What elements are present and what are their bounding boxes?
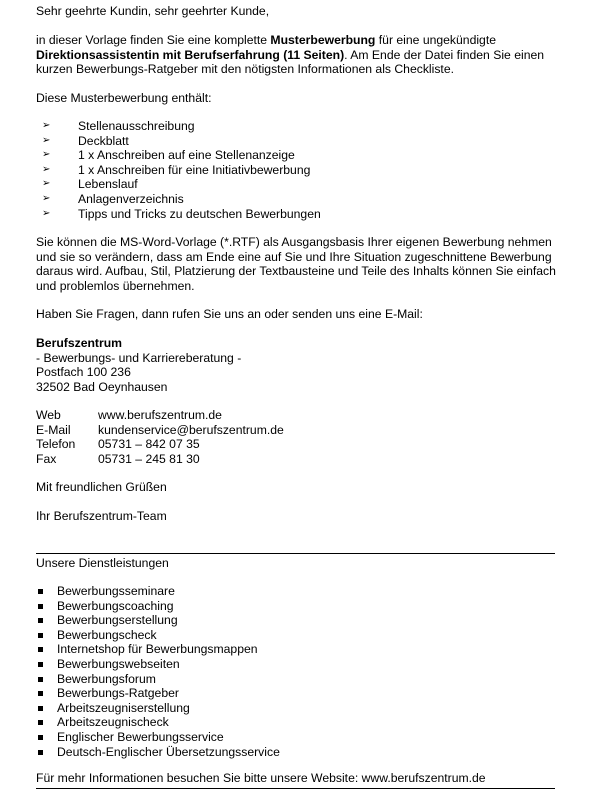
square-bullet-icon xyxy=(38,720,43,725)
arrow-bullet-icon: ➢ xyxy=(42,163,51,175)
services-heading: Unsere Dienstleistungen xyxy=(36,556,169,570)
list-item: Arbeitszeugniserstellung xyxy=(36,701,556,716)
square-bullet-icon xyxy=(38,618,43,623)
arrow-bullet-icon: ➢ xyxy=(42,192,51,204)
address-block xyxy=(36,336,556,394)
square-bullet-icon xyxy=(38,691,43,696)
divider xyxy=(36,553,555,554)
fax-value: 05731 – 245 81 30 xyxy=(98,451,200,466)
arrow-bullet-icon: ➢ xyxy=(42,178,51,190)
square-bullet-icon xyxy=(38,677,43,682)
list-item: ➢ Tipps und Tricks zu deutschen Bewerbungen xyxy=(42,206,321,221)
list-item: Bewerbungs-Ratgeber xyxy=(36,686,556,701)
list-item: Bewerbungsforum xyxy=(36,672,556,687)
list-item: Bewerbungscoaching xyxy=(36,599,556,614)
footer-text: Für mehr Informationen besuchen Sie bitte unsere Website: www.berufszentrum.de xyxy=(36,771,486,785)
questions-paragraph: Haben Sie Fragen, dann rufen Sie uns an oder senden uns eine E-Mail: xyxy=(36,307,423,321)
contents-list xyxy=(36,119,556,221)
square-bullet-icon xyxy=(38,647,43,652)
list-item: ➢ Lebenslauf xyxy=(42,177,138,192)
list-item: Internetshop für Bewerbungsmappen xyxy=(36,642,556,657)
list-item: ➢ Stellenausschreibung xyxy=(42,119,195,133)
intro-text-3: . Am Ende der Datei finden Sie einen kurzen Bewerbungs-Ratgeber mit den nötigsten Informationen als Checkliste. xyxy=(36,47,545,77)
contact-label: Telefon xyxy=(36,437,76,452)
services-list xyxy=(36,584,556,759)
arrow-bullet-icon: ➢ xyxy=(42,134,51,146)
phone-value: 05731 – 842 07 35 xyxy=(98,437,200,452)
company-name: Berufszentrum xyxy=(36,336,123,350)
intro-bold-2: Direktionsassistentin mit Berufserfahrung (11 Seiten) xyxy=(36,47,345,62)
intro-text-2: für eine ungekündigte xyxy=(375,33,497,47)
contents-heading: Diese Musterbewerbung enthält: xyxy=(36,91,212,105)
list-item: Bewerbungswebseiten xyxy=(36,657,556,672)
list-item: Deutsch-Englischer Übersetzungsservice xyxy=(36,745,556,760)
square-bullet-icon xyxy=(38,735,43,740)
email-link[interactable]: kundenservice@berufszentrum.de xyxy=(98,422,284,437)
closing: Mit freundlichen Grüßen xyxy=(36,480,167,494)
list-item: Bewerbungserstellung xyxy=(36,613,556,628)
arrow-bullet-icon: ➢ xyxy=(42,149,51,161)
list-item: ➢ 1 x Anschreiben auf eine Stellenanzeige xyxy=(42,148,295,163)
contact-phone xyxy=(36,437,556,452)
list-item: Englischer Bewerbungsservice xyxy=(36,730,556,745)
intro-bold-1: Musterbewerbung xyxy=(270,33,376,47)
web-link[interactable]: www.berufszentrum.de xyxy=(98,408,222,422)
contact-label: E-Mail xyxy=(36,422,71,437)
arrow-bullet-icon: ➢ xyxy=(42,120,51,131)
contact-block xyxy=(36,408,556,466)
list-item: ➢ 1 x Anschreiben für eine Initiativbewerbung xyxy=(42,162,311,177)
contact-label: Fax xyxy=(36,451,57,466)
square-bullet-icon xyxy=(38,604,43,609)
contact-fax xyxy=(36,452,556,467)
greeting: Sehr geehrte Kundin, sehr geehrter Kunde, xyxy=(36,4,270,18)
usage-paragraph: Sie können die MS-Word-Vorlage (*.RTF) als Ausgangsbasis Ihrer eigenen Bewerbung nehmen und sie so verändern, dass am Ende eine auf Sie und Ihre Situation zugeschnittene Bewerbung daraus wird. Aufbau, Stil, Platzierung der Textbausteine und Teile des Inhalts können Sie einfach und problemlos übernehmen. xyxy=(36,235,556,293)
signature: Ihr Berufszentrum-Team xyxy=(36,509,167,523)
company-tagline: - Bewerbungs- und Karriereberatung - xyxy=(36,350,242,365)
contact-email xyxy=(36,423,556,438)
list-item: ➢ Deckblatt xyxy=(42,133,129,148)
list-item: Bewerbungscheck xyxy=(36,628,556,643)
intro-text-1: in dieser Vorlage finden Sie eine komplette xyxy=(36,33,271,47)
footer-divider xyxy=(36,788,555,789)
address-postbox: Postfach 100 236 xyxy=(36,365,131,380)
list-item: Arbeitszeugnischeck xyxy=(36,715,556,730)
intro-paragraph xyxy=(36,33,556,77)
square-bullet-icon xyxy=(38,633,43,638)
square-bullet-icon xyxy=(38,750,43,755)
square-bullet-icon xyxy=(38,589,43,594)
list-item: Bewerbungsseminare xyxy=(36,584,556,599)
square-bullet-icon xyxy=(38,706,43,711)
list-item: ➢ Anlagenverzeichnis xyxy=(42,191,184,206)
arrow-bullet-icon: ➢ xyxy=(42,207,51,219)
square-bullet-icon xyxy=(38,662,43,667)
contact-web xyxy=(36,408,556,423)
address-city: 32502 Bad Oeynhausen xyxy=(36,379,168,394)
contact-label: Web xyxy=(36,408,61,422)
